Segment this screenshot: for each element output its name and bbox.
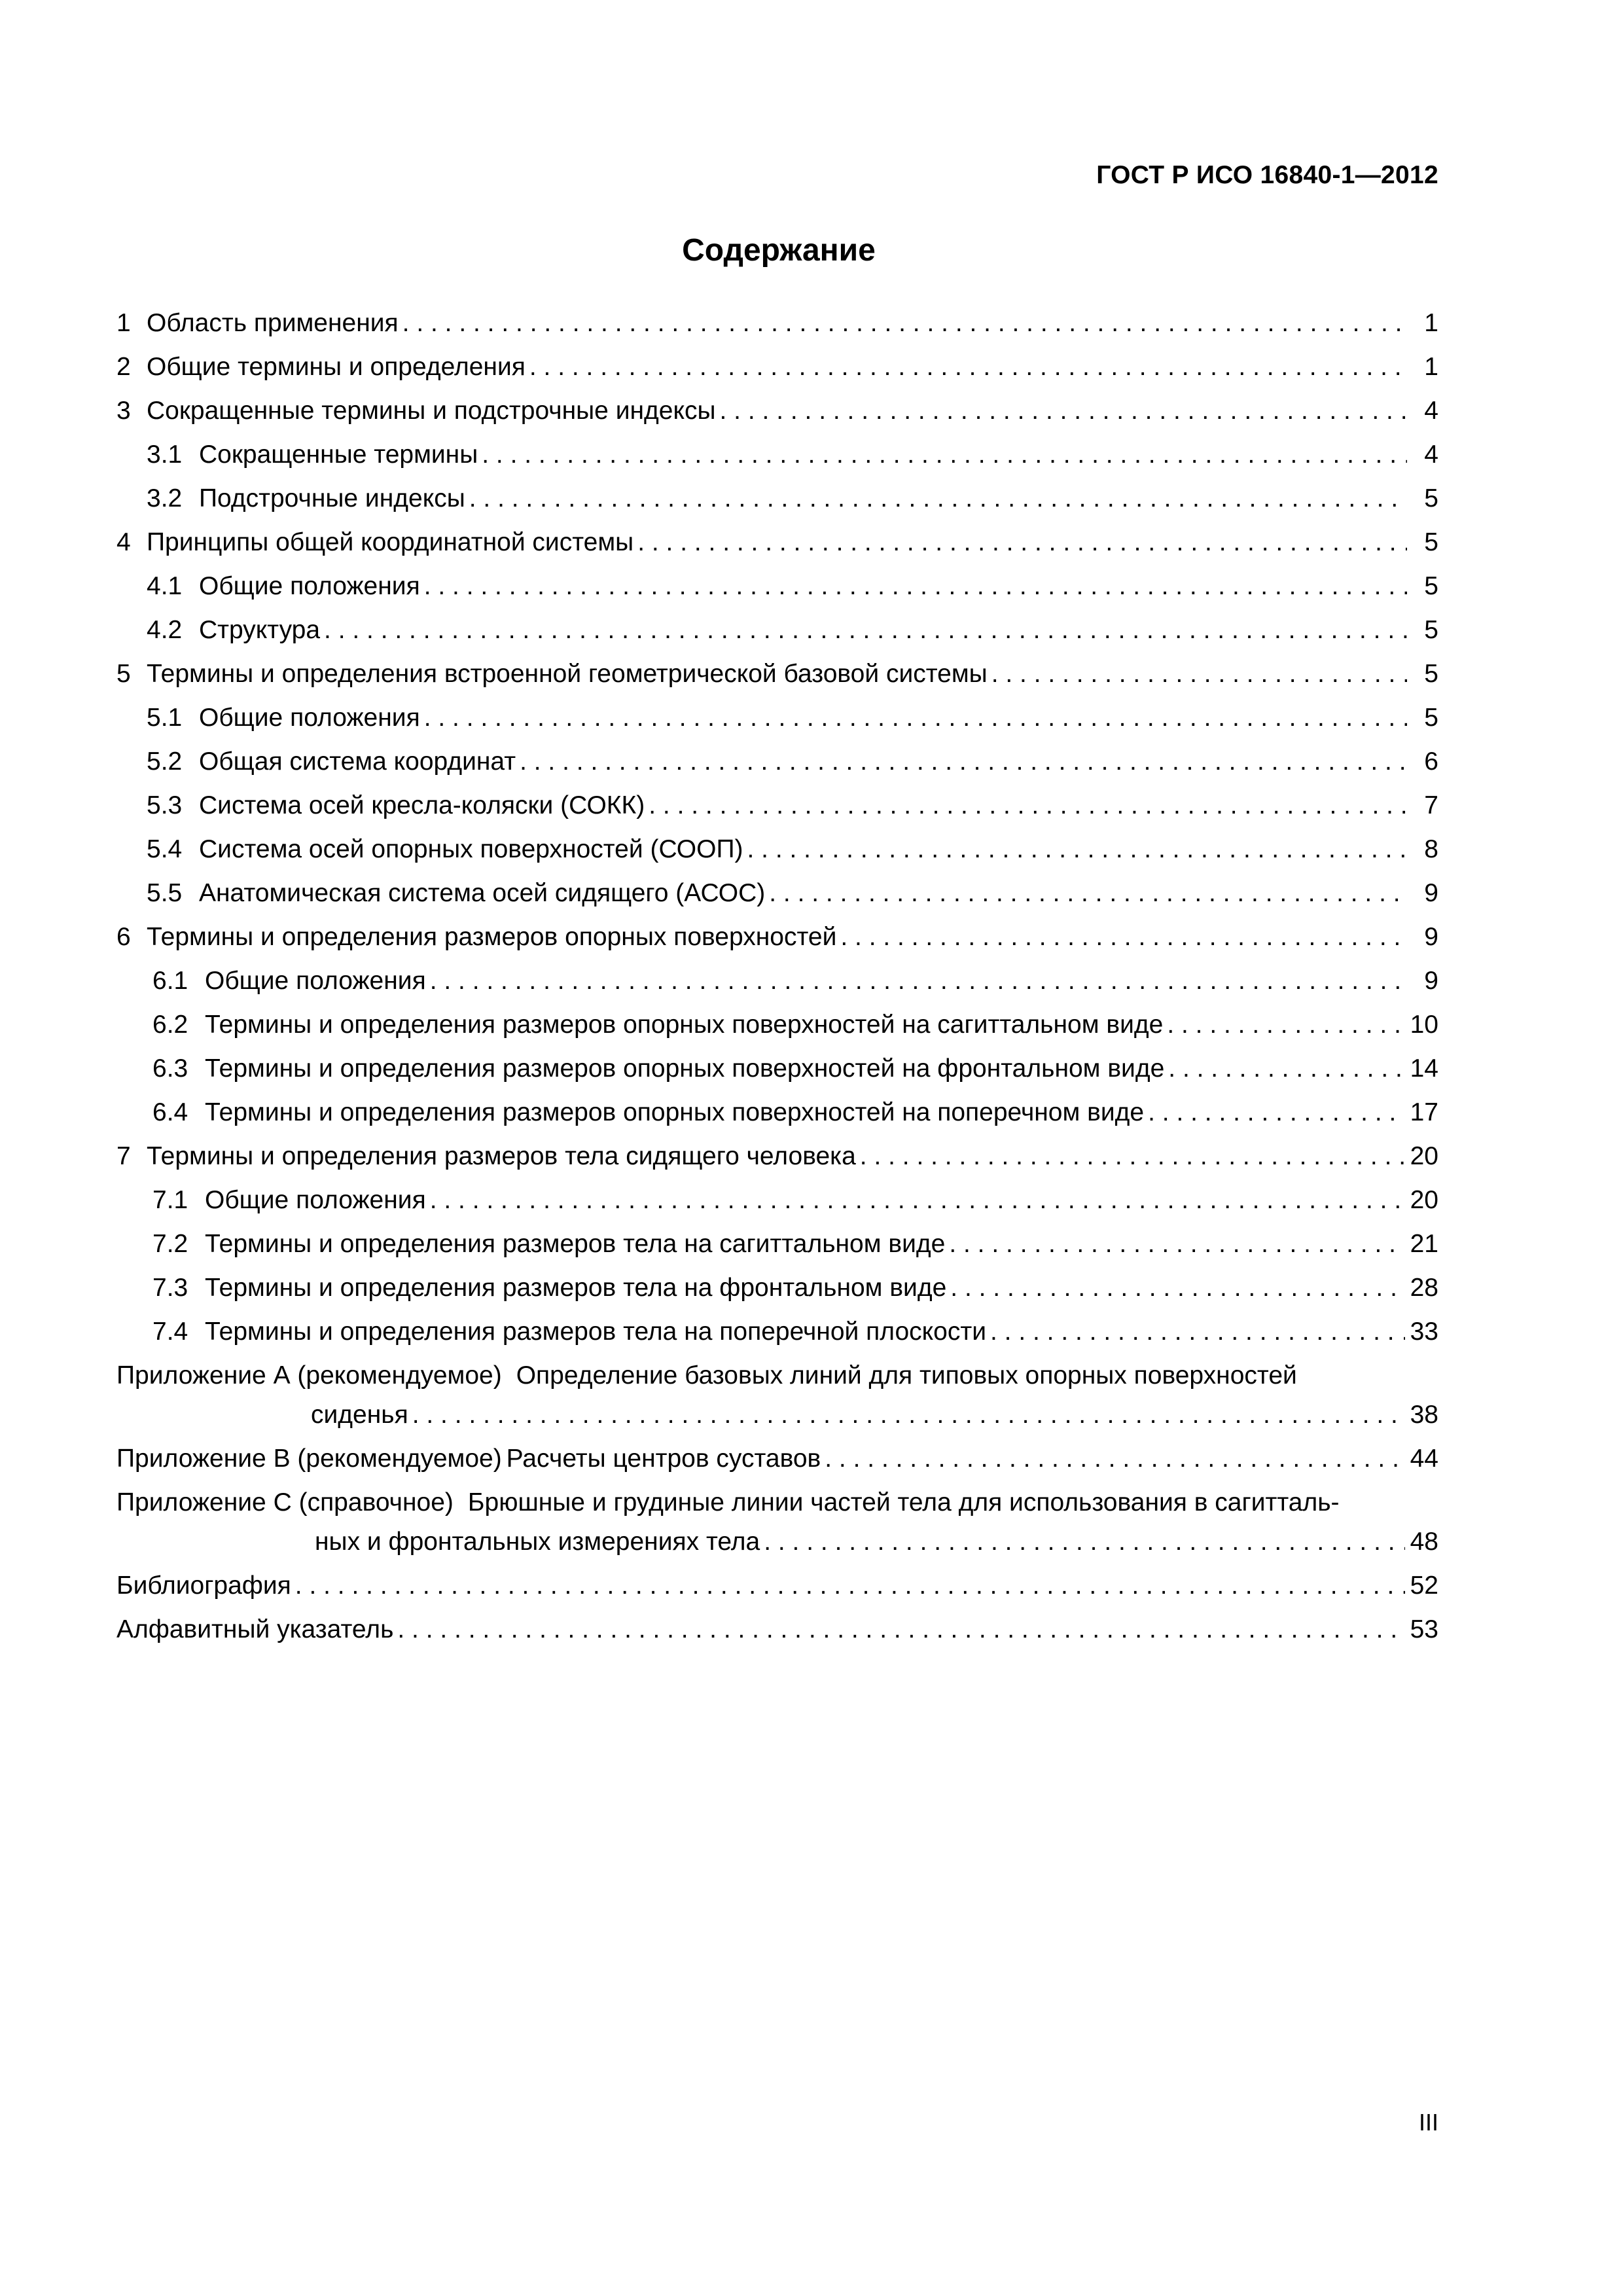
leader-dots [430, 965, 1407, 997]
appendix-title: Брюшные и грудиные линии частей тела для использования в сагитталь- [467, 1488, 1340, 1516]
toc-subentry[interactable] [116, 571, 1438, 602]
toc-entry-page: 5 [1424, 528, 1438, 556]
leader-dots [324, 615, 1407, 646]
toc-subentry[interactable] [116, 790, 1438, 821]
toc-entry-number: 6.1 [152, 967, 188, 995]
toc-entry-label: Общие положения [205, 1186, 426, 1214]
toc-entry-label: Область применения [147, 309, 399, 337]
toc-entry-label: Структура [199, 616, 321, 644]
toc-entry-page: 8 [1424, 835, 1438, 863]
toc-entry-page: 6 [1424, 747, 1438, 776]
toc-entry-number: 7.4 [152, 1318, 188, 1346]
toc-entry-label: Термины и определения встроенной геометрической базовой системы [147, 660, 988, 688]
toc-entry-page: 5 [1424, 484, 1438, 512]
leader-dots [720, 395, 1407, 427]
toc-entry[interactable] [116, 922, 1438, 953]
toc-alphabetical-index[interactable] [116, 1614, 1438, 1645]
toc-entry-number: 4 [116, 528, 131, 556]
toc-entry-label: Термины и определения размеров тела сидящего человека [147, 1142, 856, 1170]
toc-subentry[interactable] [116, 1185, 1438, 1216]
toc-subentry[interactable] [116, 1272, 1438, 1304]
toc-subentry[interactable] [116, 834, 1438, 865]
toc-entry-page: 10 [1410, 1011, 1438, 1039]
toc-subentry[interactable] [116, 878, 1438, 909]
toc-entry-page: 33 [1410, 1318, 1438, 1346]
toc-subentry[interactable] [116, 1009, 1438, 1041]
toc-subentry[interactable] [116, 439, 1438, 471]
appendix-continuation-line [116, 1399, 1438, 1431]
toc-entry-number: 7.3 [152, 1274, 188, 1302]
toc-entry-page: 9 [1424, 967, 1438, 995]
toc-entry-label: Сокращенные термины [199, 440, 478, 469]
toc-entry-number: 5.3 [147, 791, 183, 819]
toc-entry-label: Алфавитный указатель [116, 1615, 394, 1643]
leader-dots [950, 1272, 1404, 1304]
toc-subentry[interactable] [116, 1053, 1438, 1085]
appendix-prefix: Приложение С (справочное) [116, 1488, 454, 1516]
toc-entry-page: 20 [1410, 1142, 1438, 1170]
leader-dots [402, 308, 1407, 339]
leader-dots [430, 1185, 1405, 1216]
toc-entry-number: 3 [116, 397, 131, 425]
toc-entry-number: 3.2 [147, 484, 183, 512]
toc-entry-page: 5 [1424, 660, 1438, 688]
toc-subentry[interactable] [116, 746, 1438, 778]
toc-entry-page: 4 [1424, 397, 1438, 425]
toc-subentry[interactable] [116, 1316, 1438, 1348]
toc-entry-number: 6.2 [152, 1011, 188, 1039]
toc-entry-page: 44 [1410, 1444, 1438, 1473]
leader-dots [860, 1141, 1405, 1172]
toc-subentry[interactable] [116, 483, 1438, 514]
leader-dots [764, 1526, 1404, 1558]
toc-entry-label: Термины и определения размеров тела на фронтальном виде [205, 1274, 947, 1302]
toc-entry-page: 9 [1424, 879, 1438, 907]
appendix-title: Определение базовых линий для типовых опорных поверхностей [516, 1361, 1297, 1390]
toc-entry-page: 7 [1424, 791, 1438, 819]
toc-entry-label: Общая система координат [199, 747, 516, 776]
leader-dots [469, 483, 1407, 514]
toc-subentry[interactable] [116, 702, 1438, 734]
toc-entry[interactable] [116, 395, 1438, 427]
toc-subentry[interactable] [116, 1229, 1438, 1260]
toc-entry-number: 5.5 [147, 879, 183, 907]
toc-entry-label: Сокращенные термины и подстрочные индексы [147, 397, 716, 425]
toc-subentry[interactable] [116, 965, 1438, 997]
toc-entry-number: 2 [116, 353, 131, 381]
toc-entry[interactable] [116, 308, 1438, 339]
leader-dots [412, 1399, 1405, 1431]
toc-entry-number: 7 [116, 1142, 131, 1170]
toc-entry-page: 5 [1424, 616, 1438, 644]
toc-entry-number: 6 [116, 923, 131, 951]
table-of-contents [116, 308, 1438, 1658]
appendix-prefix: Приложение А (рекомендуемое) [116, 1361, 502, 1390]
leader-dots [649, 790, 1407, 821]
toc-entry-page: 28 [1410, 1274, 1438, 1302]
appendix-continuation-line [116, 1526, 1438, 1558]
toc-entry-number: 5.2 [147, 747, 183, 776]
toc-entry-page: 4 [1424, 440, 1438, 469]
toc-entry-label: Система осей опорных поверхностей (СООП) [199, 835, 743, 863]
toc-entry-label: Общие положения [199, 572, 420, 600]
leader-dots [637, 527, 1407, 558]
leader-dots [482, 439, 1407, 471]
toc-entry-label: Общие термины и определения [147, 353, 526, 381]
page-number: III [1418, 2109, 1438, 2136]
leader-dots [825, 1443, 1404, 1475]
appendix-title: Расчеты центров суставов [506, 1444, 821, 1473]
toc-entry-label: Термины и определения размеров опорных поверхностей на фронтальном виде [205, 1054, 1165, 1083]
toc-entry[interactable] [116, 351, 1438, 383]
toc-entry-label: Общие положения [199, 704, 420, 732]
leader-dots [840, 922, 1407, 953]
toc-entry-page: 38 [1410, 1401, 1438, 1429]
toc-entry-page: 53 [1410, 1615, 1438, 1643]
toc-entry-label: Анатомическая система осей сидящего (АСОС) [199, 879, 766, 907]
toc-entry[interactable] [116, 1141, 1438, 1172]
leader-dots [747, 834, 1407, 865]
toc-entry-number: 7.1 [152, 1186, 188, 1214]
toc-entry[interactable] [116, 527, 1438, 558]
toc-entry-page: 1 [1424, 309, 1438, 337]
leader-dots [295, 1570, 1405, 1602]
appendix-heading-line [116, 1360, 1438, 1391]
toc-subentry[interactable] [116, 1097, 1438, 1128]
leader-dots [424, 571, 1407, 602]
toc-entry-number: 6.3 [152, 1054, 188, 1083]
toc-entry-number: 4.1 [147, 572, 183, 600]
toc-entry-number: 5 [116, 660, 131, 688]
toc-entry-number: 7.2 [152, 1230, 188, 1258]
toc-entry-page: 52 [1410, 1571, 1438, 1600]
toc-entry-page: 21 [1410, 1230, 1438, 1258]
leader-dots [991, 658, 1407, 690]
toc-entry-page: 1 [1424, 353, 1438, 381]
leader-dots [1167, 1009, 1404, 1041]
leader-dots [520, 746, 1407, 778]
toc-entry-page: 9 [1424, 923, 1438, 951]
toc-subentry[interactable] [116, 615, 1438, 646]
leader-dots [529, 351, 1407, 383]
toc-entry-label: Принципы общей координатной системы [147, 528, 634, 556]
toc-entry-label: Библиография [116, 1571, 291, 1600]
appendix-title-continuation: ных и фронтальных измерениях тела [315, 1528, 760, 1556]
toc-entry-label: Термины и определения размеров тела на поперечной плоскости [205, 1318, 986, 1346]
toc-entry[interactable] [116, 658, 1438, 690]
leader-dots [1168, 1053, 1404, 1085]
toc-entry-number: 1 [116, 309, 131, 337]
leader-dots [990, 1316, 1405, 1348]
toc-entry-label: Термины и определения размеров опорных поверхностей на сагиттальном виде [205, 1011, 1164, 1039]
toc-entry-number: 4.2 [147, 616, 183, 644]
toc-entry-number: 5.1 [147, 704, 183, 732]
leader-dots [397, 1614, 1404, 1645]
leader-dots [769, 878, 1407, 909]
toc-entry-page: 14 [1410, 1054, 1438, 1083]
toc-entry-page: 17 [1410, 1098, 1438, 1126]
toc-appendix-b[interactable] [116, 1443, 1438, 1475]
toc-entry-number: 5.4 [147, 835, 183, 863]
toc-entry-label: Термины и определения размеров тела на сагиттальном виде [205, 1230, 946, 1258]
toc-entry-number: 6.4 [152, 1098, 188, 1126]
toc-entry-label: Система осей кресла-коляски (СОКК) [199, 791, 645, 819]
toc-entry-label: Подстрочные индексы [199, 484, 465, 512]
toc-entry-page: 5 [1424, 572, 1438, 600]
appendix-heading-line [116, 1487, 1438, 1518]
toc-entry-label: Общие положения [205, 967, 426, 995]
page-title: Содержание [682, 233, 876, 268]
toc-appendix-c[interactable] [116, 1487, 1438, 1558]
leader-dots [1148, 1097, 1405, 1128]
toc-entry-number: 3.1 [147, 440, 183, 469]
toc-entry-label: Термины и определения размеров опорных поверхностей на поперечном виде [205, 1098, 1145, 1126]
leader-dots [949, 1229, 1404, 1260]
appendix-prefix: Приложение В (рекомендуемое) [116, 1444, 502, 1473]
toc-bibliography[interactable] [116, 1570, 1438, 1602]
leader-dots [424, 702, 1407, 734]
document-code: ГОСТ Р ИСО 16840-1—2012 [1096, 161, 1438, 189]
toc-entry-page: 5 [1424, 704, 1438, 732]
toc-appendix-a[interactable] [116, 1360, 1438, 1431]
appendix-title-continuation: сиденья [311, 1401, 408, 1429]
toc-entry-page: 20 [1410, 1186, 1438, 1214]
toc-entry-page: 48 [1410, 1528, 1438, 1556]
toc-entry-label: Термины и определения размеров опорных поверхностей [147, 923, 837, 951]
